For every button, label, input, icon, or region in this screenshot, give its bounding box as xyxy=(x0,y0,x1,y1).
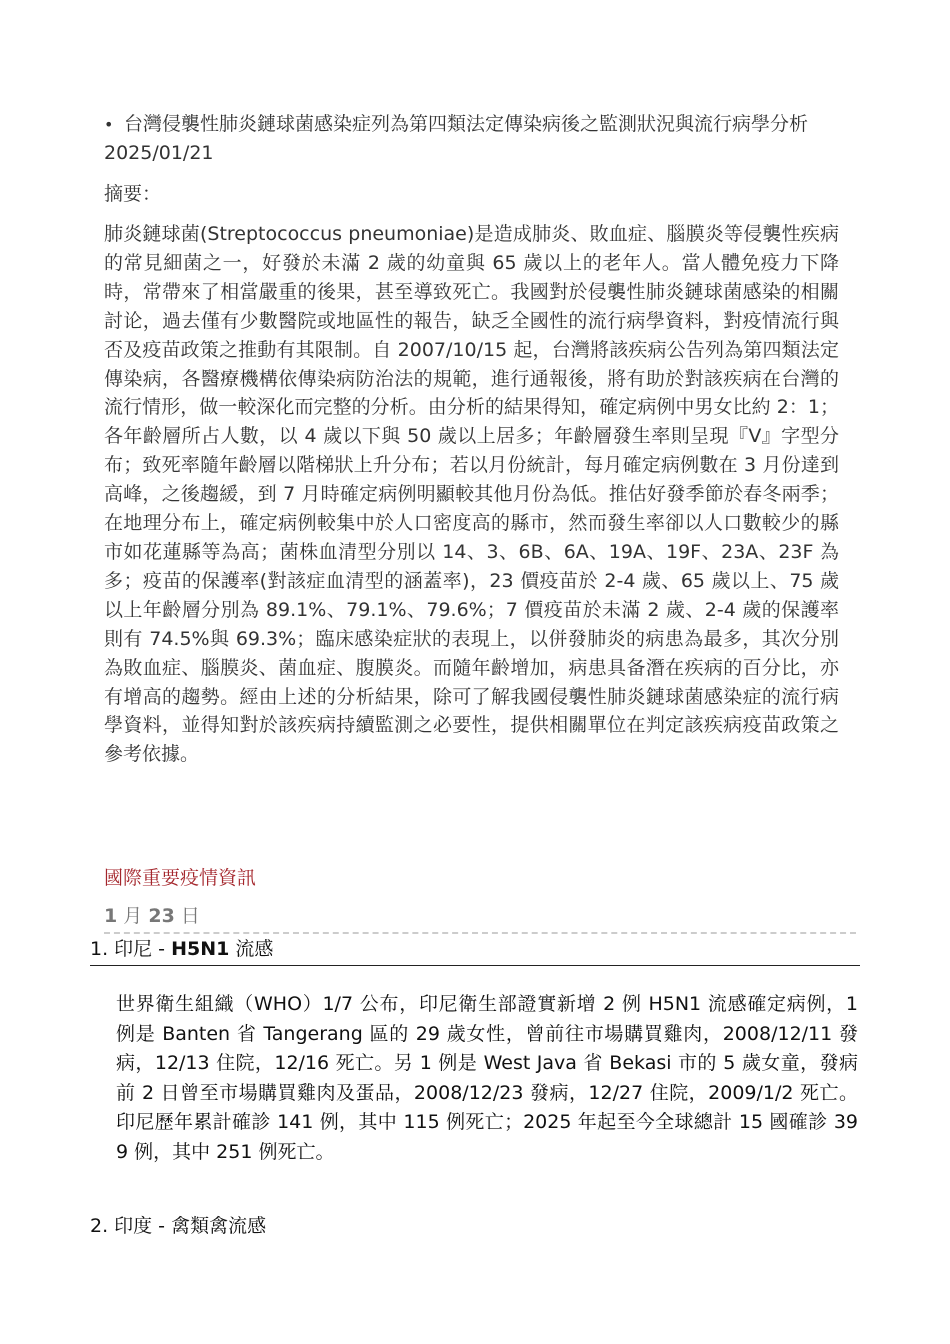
article-title-text: 台灣侵襲性肺炎鏈球菌感染症列為第四類法定傳染病後之監測狀況與流行病學分析 2025/01/21 xyxy=(104,113,809,164)
date-heading xyxy=(104,902,200,930)
item-country: 印尼 - xyxy=(114,938,172,960)
abstract-body: 肺炎鏈球菌(Streptococcus pneumoniae)是造成肺炎、敗血症、腦膜炎等侵襲性疾病的常見細菌之一，好發於未滿 2 歲的幼童與 65 歲以上的老年人。當人體免疫力下降時，常帶來了相當嚴重的後果，甚至導致死亡。我國對於侵襲性肺炎鏈球菌感染的相關討论，過去僅有少數醫院或地區性的報告，缺乏全國性的流行病學資料，對疫情流行與否及疫苗政策之推動有其限制。自 2007/10/15 起，台灣將該疾病公告列為第四類法定傳染病，各醫療機構依傳染病防治法的規範，進行通報後，將有助於對該疾病在台灣的流行情形，做一較深化而完整的分析。由分析的結果得知，確定病例中男女比約 2：1；各年齡層所占人數，以 4 歲以下與 50 歲以上居多；年齡層發生率則呈現『V』字型分布；致死率隨年齡層以階梯狀上升分布；若以月份統計，每月確定病例數在 3 月份達到高峰，之後趨緩，到 7 月時確定病例明顯較其他月份為低。推估好發季節於春冬兩季；在地理分布上，確定病例較集中於人口密度高的縣市，然而發生率卻以人口數較少的縣市如花蓮縣等為高；菌株血清型分別以 14、3、6B、6A、19A、19F、23A、23F 為多；疫苗的保護率(對該症血清型的涵蓋率)，23 價疫苗於 2-4 歲、65 歲以上、75 歲以上年齡層分別為 89.1%、79.1%、79.6%；7 價疫苗於未滿 2 歲、2-4 歲的保護率則有 74.5%與 69.3%；臨床感染症狀的表現上，以併發肺炎的病患為最多，其次分別為敗血症、腦膜炎、菌血症、腹膜炎。而隨年齡增加，病患具备潛在疾病的百分比，亦有增高的趨勢。經由上述的分析結果，除可了解我國侵襲性肺炎鏈球菌感染症的流行病學資料，並得知對於該疾病持續監測之必要性，提供相關單位在判定該疾病疫苗政策之參考依據。 xyxy=(104,223,839,766)
bullet-icon: • xyxy=(104,115,114,134)
international-epidemic-link[interactable]: 國際重要疫情資訊 xyxy=(104,867,257,889)
date-month: 1 xyxy=(104,905,118,927)
item-heading-indonesia xyxy=(90,935,860,966)
abstract-label: 摘要： xyxy=(104,183,162,205)
item-number: 2. xyxy=(90,1215,109,1237)
item-heading-india xyxy=(90,1212,860,1240)
article-title xyxy=(104,110,834,168)
item-disease: 流感 xyxy=(229,938,274,960)
item-body-indonesia: 世界衛生組織（WHO）1/7 公布，印尼衛生部證實新增 2 例 H5N1 流感確定病例，1 例是 Banten 省 Tangerang 區的 29 歲女性，曾前往市場購買雞肉，2008/12/11 發病，12/13 住院，12/16 死亡。另 1 例是 West Java 省 Bekasi 市的 5 歲女童，發病前 2 日曾至市場購買雞肉及蛋品，2008/12/23 發病，12/27 住院，2009/1/2 死亡。印尼歷年累計確診 141 例，其中 115 例死亡；2025 年起至今全球總計 15 國確診 399 例，其中 251 例死亡。 xyxy=(116,993,858,1163)
date-day-unit: 日 xyxy=(180,905,200,927)
item-keyword: H5N1 xyxy=(171,938,230,960)
dashed-divider xyxy=(104,932,856,934)
item-number: 1. xyxy=(90,938,109,960)
date-day: 23 xyxy=(148,905,175,927)
item-country: 印度 - 禽類禽流感 xyxy=(114,1215,267,1237)
date-month-unit: 月 xyxy=(123,905,143,927)
